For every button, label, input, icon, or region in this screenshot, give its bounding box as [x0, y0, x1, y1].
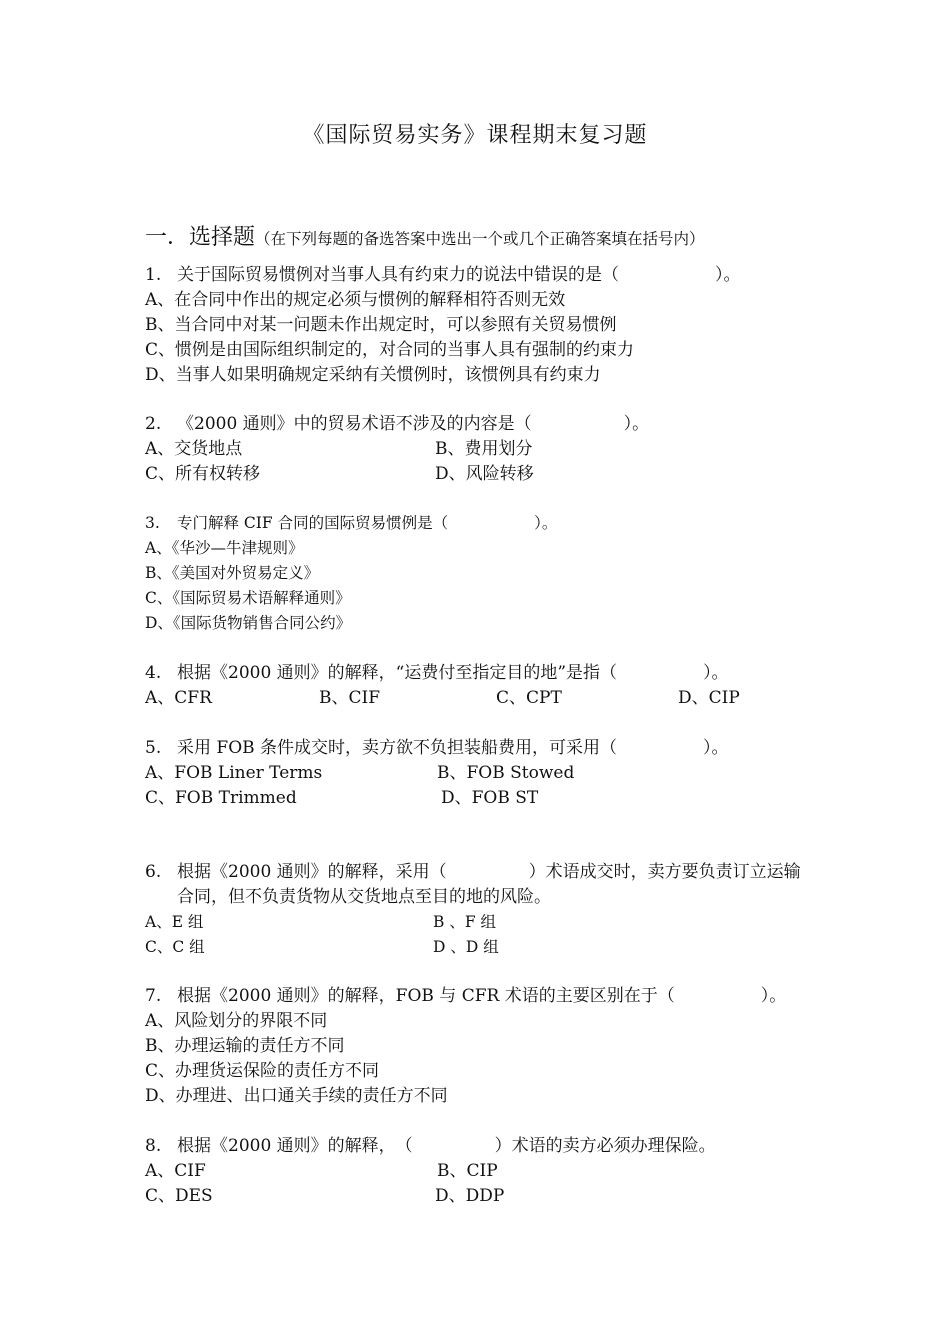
option-c: C、CPT: [496, 688, 562, 708]
option-b: B、当合同中对某一问题未作出规定时，可以参照有关贸易惯例: [145, 315, 617, 335]
option-d: D、办理进、出口通关手续的责任方不同: [145, 1086, 448, 1106]
option-d: D、《国际货物销售合同公约》: [145, 614, 352, 632]
option-c: C、办理货运保险的责任方不同: [145, 1061, 380, 1081]
option-b: B、费用划分: [435, 439, 533, 459]
section-heading: [145, 220, 845, 251]
question-7: [145, 984, 825, 1109]
question-6: [145, 860, 810, 960]
option-a: A、FOB Liner Terms: [145, 763, 323, 783]
option-c: C、所有权转移: [145, 464, 261, 484]
option-c: C、《国际贸易术语解释通则》: [145, 589, 351, 607]
option-b: B、办理运输的责任方不同: [145, 1036, 345, 1056]
option-b: B、CIF: [319, 688, 381, 708]
question-4: [145, 661, 825, 711]
section-instruction: （在下列每题的备选答案中选出一个或几个正确答案填在括号内）: [255, 230, 705, 248]
question-2: [145, 412, 825, 487]
question-8: [145, 1134, 825, 1209]
question-5: [145, 736, 825, 811]
question-stem: 2. 《2000 通则》中的贸易术语不涉及的内容是（ ）。: [145, 414, 650, 434]
option-c: C、C 组: [145, 938, 205, 956]
option-b: B、《美国对外贸易定义》: [145, 564, 320, 582]
option-c: C、DES: [145, 1186, 213, 1206]
question-stem: 3. 专门解释 CIF 合同的国际贸易惯例是（ ）。: [145, 514, 558, 532]
option-d: D、DDP: [435, 1186, 505, 1206]
option-b: B、CIP: [437, 1161, 498, 1181]
question-stem: 4. 根据《2000 通则》的解释，“运费付至指定目的地”是指（ ）。: [145, 663, 729, 683]
question-1: [145, 263, 825, 388]
document-title: 《国际贸易实务》课程期末复习题: [302, 123, 648, 148]
option-a: A、《华沙—牛津规则》: [145, 539, 304, 557]
option-b: B 、F 组: [433, 913, 496, 931]
question-stem: 7. 根据《2000 通则》的解释，FOB 与 CFR 术语的主要区别在于（ ）。: [145, 986, 787, 1006]
option-a: A、E 组: [145, 913, 204, 931]
option-a: A、风险划分的界限不同: [145, 1011, 328, 1031]
question-stem: 8. 根据《2000 通则》的解释， （ ）术语的卖方必须办理保险。: [145, 1136, 716, 1156]
option-d: D、风险转移: [435, 464, 534, 484]
option-c: C、惯例是由国际组织制定的，对合同的当事人具有强制的约束力: [145, 340, 635, 360]
option-a: A、CFR: [145, 688, 212, 708]
question-3: [145, 511, 825, 636]
section-title: 一．选择题: [145, 225, 256, 250]
question-stem: 5. 采用 FOB 条件成交时，卖方欲不负担装船费用，可采用（ ）。: [145, 738, 729, 758]
option-c: C、FOB Trimmed: [145, 788, 297, 808]
option-a: A、交货地点: [145, 439, 243, 459]
option-b: B、FOB Stowed: [437, 763, 575, 783]
question-stem: 1. 关于国际贸易惯例对当事人具有约束力的说法中错误的是（ ）。: [145, 265, 741, 285]
option-a: A、CIF: [145, 1161, 206, 1181]
option-d: D 、D 组: [433, 938, 499, 956]
option-a: A、在合同中作出的规定必须与惯例的解释相符否则无效: [145, 290, 566, 310]
question-stem: 6. 根据《2000 通则》的解释，采用（ ）术语成交时，卖方要负责订立运输合同，但不负责货物从交货地点至目的地的风险。: [145, 862, 801, 907]
option-d: D、CIP: [678, 688, 740, 708]
option-d: D、FOB ST: [441, 788, 539, 808]
option-d: D、当事人如果明确规定采纳有关惯例时，该惯例具有约束力: [145, 365, 601, 385]
